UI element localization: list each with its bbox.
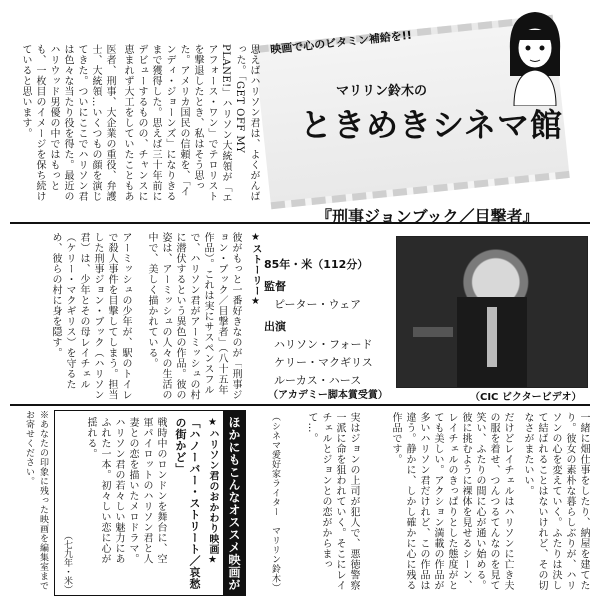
review-column: だけどレイチェルはハリソンに亡き夫の服を着せ、つんつるてんなのを見て笑い、ふたりの間に心が通い始める。彼に挑むように裸体を見せるシーン、レイチェルのきっぱりとした態度がとても美しい。アクション満載の作品が多いハリソン君だけれど、この作品は違う。静かに、しかし確かに心に残る作品です。 (390, 412, 513, 591)
footer-note: ※あなたの印象に残った映画を編集室までお寄せください。 (24, 410, 48, 591)
recommendation-body: 戦時中のロンドンを舞台に、空軍パイロットのハリソン君と人妻との恋を描いたメロドラマ。ハリソン君の若々しい魅力にあふれた一本。初々しい恋に心が揺れる。 (85, 417, 166, 564)
video-caption: （CIC ビクタービデオ） (470, 392, 582, 403)
recommendation-box (54, 410, 246, 596)
recommendation-date: （七九年・米） (62, 531, 72, 594)
director-label: 監督 (264, 280, 286, 293)
cast-name-3: ルーカス・ハース (274, 374, 362, 387)
recommendation-banner: ほかにもこんなオススメ映画が (223, 411, 245, 595)
recommendation-sub: ★ハリソン君のおかわり映画★ (207, 417, 218, 566)
cast-name-1: ハリソン・フォード (274, 338, 373, 351)
cast-name-2: ケリー・マクギリス (274, 356, 373, 369)
story-column: 彼がもっと一番好きなのが「刑事ジョン・ブック／目撃者」（八十五年作品）。これは実にサスペンスフルで、ハリソン君がアーミッシュの村に潜伏するという異色の作品。彼の姿は、アーミッシュの人々の生活の中で、美しく描かれている。 (146, 232, 241, 400)
page-title: ときめきシネマ館 (300, 106, 564, 144)
feature-heading: 『刑事ジョンブック／目撃者』 (316, 207, 539, 226)
review-column-cont: 実はジョンの上司が犯人で、悪徳警察一派に命を狙われていく。そこにレイチェルとジョンとの恋がからまって…。 (306, 412, 359, 591)
review-column-end: 一緒に畑仕事をしたり、納屋を建てたり。彼女の素朴な暮らしぶりが、ハリソンの心を変えていく。ふたりは決して結ばれることはないけれど、その切なさがまたいい。 (522, 412, 589, 591)
author-avatar (500, 6, 570, 106)
award-caption: （アカデミー脚本賞受賞） (268, 390, 388, 401)
intro-column-cont: 医者、刑事、大企業の重役、弁護士、大統領…いくつもの顔を演じてきた。ついにここでハリソン君は色々な当たり役を得た。最近のハリウッド男優の中ではもっとも、一枚目のイメージを保ち続けていると思います。 (20, 44, 115, 202)
writer-credit: （シネマ愛好家ライター マリリン鈴木） (270, 412, 280, 593)
movie-still-photo (396, 236, 588, 388)
section-divider-lower (10, 404, 590, 406)
header-subtitle: マリリン鈴木の (336, 84, 428, 99)
header-tagline: 映画で心のビタミン補給を!! (269, 28, 413, 57)
header-section (262, 0, 600, 200)
year-country: 85年・米（112分） (264, 258, 369, 271)
recommendation-film-title: 「ハノーバー・ストリート／哀愁の街かど」 (174, 417, 201, 590)
story-column-cont: アーミッシュの少年が、駅のトイレで殺人事件を目撃してしまう。担当した刑事ジョン・ブック（ハリソン君）は、少年とその母レイチェル（ケリー・マクギリス）を守るため、彼らの村に身を隠す。 (50, 232, 131, 400)
director-name: ピーター・ウェア (274, 298, 362, 311)
cast-label: 出演 (264, 320, 286, 333)
story-label: ★ストーリー★ (250, 232, 261, 308)
intro-column: 思えばハリソン君は、よくがんばった。「GET OFF MY PLANE!」ハリソン大統領が「エアフォース・ワン」でテロリストを撃退したとき、私はそう思った。アメリカ国民の信頼を、「インディ・ジョーンズ」になりきるまで獲得した。思えば三十年前にデビューするものの、チャンスに恵まれず大工をしていたこともあ (122, 44, 259, 204)
feature-info (264, 256, 404, 388)
